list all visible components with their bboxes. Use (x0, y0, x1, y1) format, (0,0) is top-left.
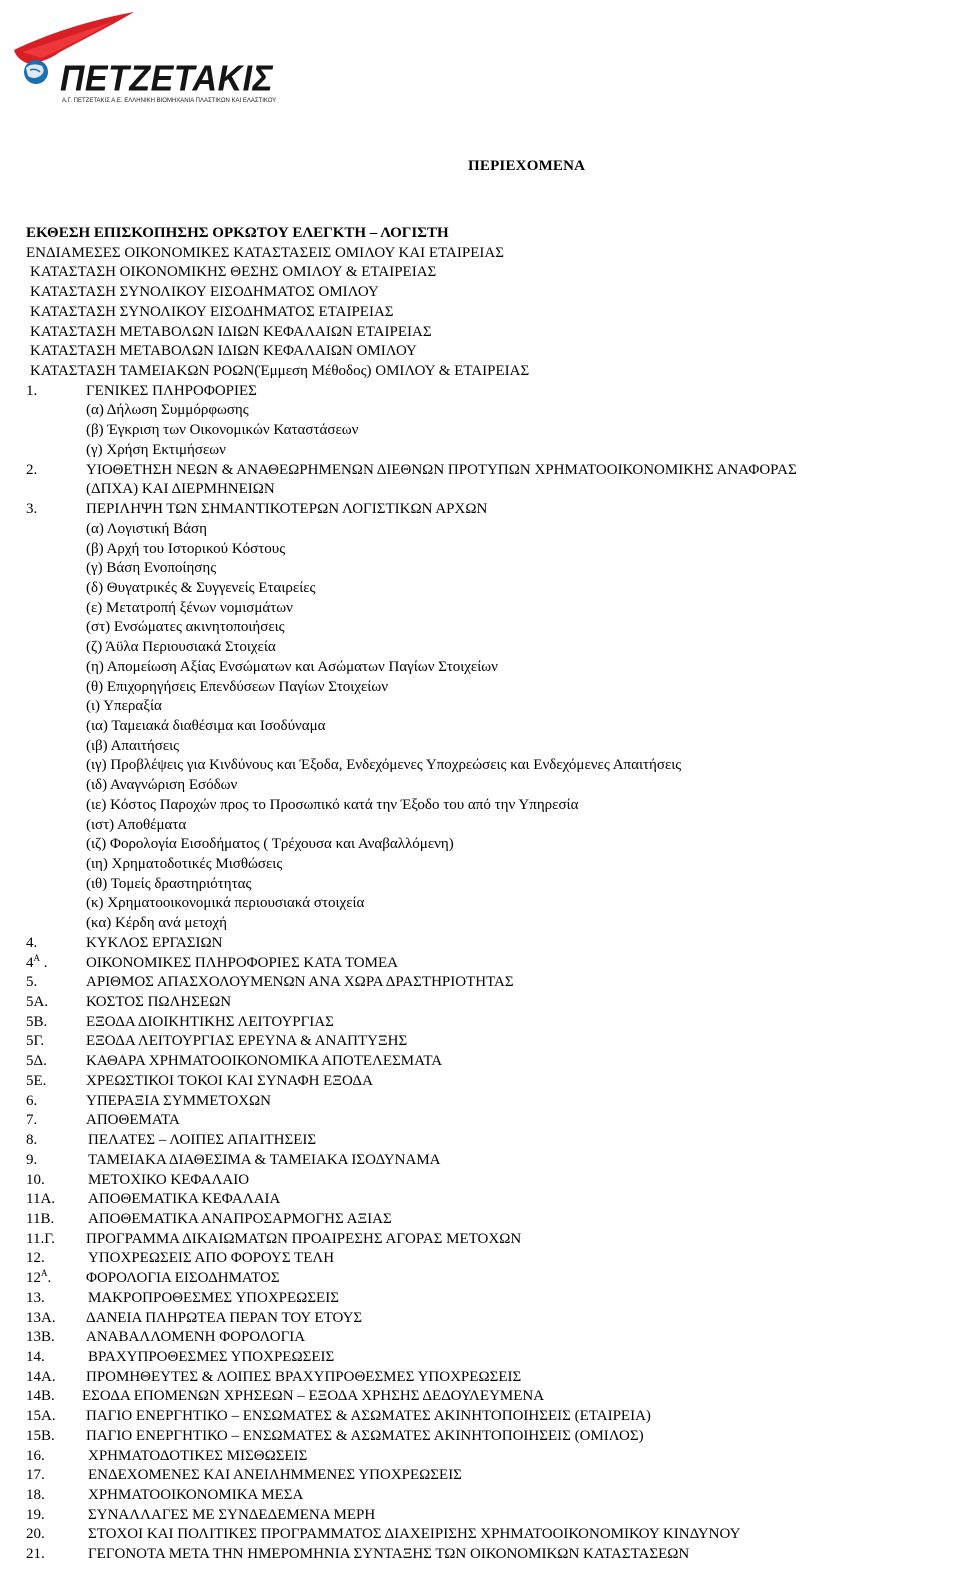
toc-entry-number: 21. (26, 1546, 45, 1563)
toc-entry-title: (ιστ) Αποθέματα (86, 816, 187, 833)
toc-entry-number: 18. (26, 1487, 45, 1503)
toc-entry (0, 1506, 960, 1526)
toc-entry-title: (ιε) Κόστος Παροχών προς το Προσωπικό κατά την Έξοδο του από την Υπηρεσία (86, 796, 579, 813)
toc-entry-title: (ιθ) Τομείς δραστηριότητας (86, 875, 252, 892)
toc-entry-number: 7. (26, 1112, 38, 1129)
toc-entry (0, 1190, 960, 1210)
toc-entry (0, 1249, 960, 1269)
toc-entry-number: 13. (26, 1289, 45, 1306)
toc-entry (0, 717, 960, 737)
toc-entry-title: ΑΡΙΘΜΟΣ ΑΠΑΣΧΟΛΟΥΜΕΝΩΝ ΑΝΑ ΧΩΡΑ ΔΡΑΣΤΗΡΙΟΤΗΤΑΣ (86, 974, 514, 991)
toc-entry-title: ΕΞΟΔΑ ΔΙΟΙΚΗΤΙΚΗΣ ΛΕΙΤΟΥΡΓΙΑΣ (86, 1013, 334, 1030)
toc-entry-number: 2. (26, 461, 38, 478)
toc-entry (0, 934, 960, 954)
toc-entry (0, 756, 960, 776)
toc-entry-title: (β) Έγκριση των Οικονομικών Καταστάσεων (86, 422, 359, 439)
toc-entry-title: (γ) Χρήση Εκτιμήσεων (86, 441, 226, 458)
toc-entry-number: 3. (26, 501, 38, 518)
toc-entry-title: (δ) Θυγατρικές & Συγγενείς Εταιρείες (86, 579, 316, 596)
toc-entry-number: 9. (26, 1151, 38, 1168)
toc-entry (0, 540, 960, 560)
toc-entry (0, 480, 960, 500)
toc-entry (0, 421, 960, 441)
toc-entry (0, 638, 960, 658)
toc-entry-title: (α) Λογιστική Βάση (86, 520, 207, 537)
toc-entry-number: 5Γ. (26, 1033, 45, 1050)
page-title: ΠΕΡΙΕΧΟΜΕΝΑ (468, 158, 586, 174)
toc-entry-number: 14. (26, 1348, 45, 1365)
toc-entry-title: (η) Απομείωση Αξίας Ενσώματων και Ασώματων Παγίων Στοιχείων (86, 658, 498, 675)
toc-entry-title: ΚΑΤΑΣΤΑΣΗ ΣΥΝΟΛΙΚΟΥ ΕΙΣΟΔΗΜΑΤΟΣ ΕΤΑΙΡΕΙΑΣ (30, 303, 394, 320)
toc-entry-title: (θ) Επιχορηγήσεις Επενδύσεων Παγίων Στοιχείων (86, 678, 388, 695)
toc-entry-title: ΣΤΟΧΟΙ ΚΑΙ ΠΟΛΙΤΙΚΕΣ ΠΡΟΓΡΑΜΜΑΤΟΣ ΔΙΑΧΕΙΡΙΣΗΣ ΧΡΗΜΑΤΟΟΙΚΟΝΟΜΙΚΟΥ ΚΙΝΔΥΝΟΥ (88, 1526, 741, 1543)
toc-entry-title: ΣΥΝΑΛΛΑΓΕΣ ΜΕ ΣΥΝΔΕΔΕΜΕΝΑ ΜΕΡΗ (88, 1506, 376, 1523)
toc-entry (0, 855, 960, 875)
toc-entry-title: (κ) Χρηματοοικονομικά περιουσιακά στοιχεία (86, 895, 365, 912)
toc-entry-title: ΚΟΣΤΟΣ ΠΩΛΗΣΕΩΝ (86, 994, 232, 1011)
toc-entry (0, 1052, 960, 1072)
toc-entry-number: 13Α. (26, 1309, 56, 1326)
logo-tagline: Α.Γ. ΠΕΤΖΕΤΑΚΙΣ Α.Ε. ΕΛΛΗΝΙΚΗ ΒΙΟΜΗΧΑΝΙΑ ΠΛΑΣΤΙΚΩΝ ΚΑΙ ΕΛΑΣΤΙΚΟΥ (62, 98, 277, 104)
toc-entry-number: 11.Γ. (26, 1230, 55, 1247)
toc-entry (0, 1525, 960, 1545)
toc-entry (0, 1210, 960, 1230)
toc-entry (0, 816, 960, 836)
toc-entry (0, 1466, 960, 1486)
toc-entry (0, 362, 960, 382)
toc-entry-title: (β) Αρχή του Ιστορικού Κόστους (86, 540, 286, 557)
company-logo (12, 10, 277, 104)
toc-entry-number: 15Β. (26, 1427, 55, 1444)
toc-entry-title: (α) Δήλωση Συμμόρφωσης (86, 402, 249, 419)
toc-entry-number: 12. (26, 1250, 45, 1267)
toc-entry (0, 579, 960, 599)
toc-entry-title: ΒΡΑΧΥΠΡΟΘΕΣΜΕΣ ΥΠΟΧΡΕΩΣΕΙΣ (88, 1348, 335, 1365)
toc-entry-number: 13Β. (26, 1329, 55, 1346)
toc-entry-number: 10. (26, 1171, 45, 1188)
toc-entry-number: 16. (26, 1447, 45, 1464)
toc-entry (0, 973, 960, 993)
toc-entry (0, 323, 960, 343)
toc-entry-title: ΜΑΚΡΟΠΡΟΘΕΣΜΕΣ ΥΠΟΧΡΕΩΣΕΙΣ (88, 1289, 339, 1306)
toc-entry-title: ΠΡΟΜΗΘΕΥΤΕΣ & ΛΟΙΠΕΣ ΒΡΑΧΥΠΡΟΘΕΣΜΕΣ ΥΠΟΧΡΕΩΣΕΙΣ (86, 1368, 522, 1385)
toc-entry-number: 20. (26, 1526, 45, 1543)
toc-entry-title: ΠΑΓΙΟ ΕΝΕΡΓΗΤΙΚΟ – ΕΝΣΩΜΑΤΕΣ & ΑΣΩΜΑΤΕΣ ΑΚΙΝΗΤΟΠΟΙΗΣΕΙΣ (ΕΤΑΙΡΕΙΑ) (86, 1408, 651, 1425)
toc-entry (0, 520, 960, 540)
toc-entry-title: ΧΡΗΜΑΤΟΟΙΚΟΝΟΜΙΚΑ ΜΕΣΑ (88, 1487, 304, 1503)
toc-entry (0, 1427, 960, 1447)
toc-entry-title: ΚΑΘΑΡΑ ΧΡΗΜΑΤΟΟΙΚΟΝΟΜΙΚΑ ΑΠΟΤΕΛΕΣΜΑΤΑ (86, 1053, 443, 1070)
toc-entry (0, 224, 960, 244)
toc-entry (0, 382, 960, 402)
toc-entry-number: 15Α. (26, 1408, 56, 1425)
toc-entry (0, 559, 960, 579)
toc-entry (0, 303, 960, 323)
toc-entry-title: ΚΑΤΑΣΤΑΣΗ ΣΥΝΟΛΙΚΟΥ ΕΙΣΟΔΗΜΑΤΟΣ ΟΜΙΛΟΥ (30, 284, 379, 301)
toc-entry-title: ΕΝΔΕΧΟΜΕΝΕΣ ΚΑΙ ΑΝΕΙΛΗΜΜΕΝΕΣ ΥΠΟΧΡΕΩΣΕΙΣ (88, 1467, 462, 1484)
toc-entry (0, 1013, 960, 1033)
toc-entry (0, 1486, 960, 1506)
toc-entry-number: 11Α. (26, 1191, 56, 1208)
toc-entry (0, 263, 960, 283)
toc-entry-title: ΚΑΤΑΣΤΑΣΗ ΟΙΚΟΝΟΜΙΚΗΣ ΘΕΣΗΣ ΟΜΙΛΟΥ & ΕΤΑΙΡΕΙΑΣ (30, 264, 437, 281)
toc-entry (0, 776, 960, 796)
toc-entry-number: $12^A$. (26, 1268, 52, 1287)
toc-entry-title: ΜΕΤΟΧΙΚΟ ΚΕΦΑΛΑΙΟ (88, 1171, 250, 1188)
toc-entry-title: (ιδ) Αναγνώριση Εσόδων (86, 777, 238, 794)
toc-entry-title: ΠΕΛΑΤΕΣ – ΛΟΙΠΕΣ ΑΠΑΙΤΗΣΕΙΣ (88, 1132, 317, 1149)
toc-entry (0, 599, 960, 619)
toc-entry (0, 1289, 960, 1309)
toc-entry (0, 875, 960, 895)
toc-entry (0, 1111, 960, 1131)
toc-entry-title: (στ) Ενσώματες ακινητοποιήσεις (86, 619, 285, 636)
toc-entry-title: ΧΡΕΩΣΤΙΚΟΙ ΤΟΚΟΙ ΚΑΙ ΣΥΝΑΦΗ ΕΞΟΔΑ (86, 1072, 373, 1089)
toc-entry-title: ΚΥΚΛΟΣ ΕΡΓΑΣΙΩΝ (86, 934, 223, 951)
toc-entry-title: ΤΑΜΕΙΑΚΑ ΔΙΑΘΕΣΙΜΑ & ΤΑΜΕΙΑΚΑ ΙΣΟΔΥΝΑΜΑ (88, 1151, 441, 1168)
toc-entry-number: 5Ε. (26, 1072, 47, 1089)
toc-entry-title: ΕΣΟΔΑ ΕΠΟΜΕΝΩΝ ΧΡΗΣΕΩΝ – ΕΞΟΔΑ ΧΡΗΣΗΣ ΔΕΔΟΥΛΕΥΜΕΝΑ (82, 1388, 545, 1405)
toc-entry-title: ΧΡΗΜΑΤΟΔΟΤΙΚΕΣ ΜΙΣΘΩΣΕΙΣ (88, 1447, 308, 1464)
logo-brand-text: ΠΕΤΖΕΤΑΚΙΣ (60, 59, 274, 99)
toc-entry-title: (ΔΠΧΑ) ΚΑΙ ΔΙΕΡΜΗΝΕΙΩΝ (86, 481, 275, 498)
toc-entry (0, 1309, 960, 1329)
toc-entry-number: 8. (26, 1132, 38, 1149)
toc-entry-title: ΑΠΟΘΕΜΑΤΑ (86, 1112, 180, 1129)
toc-entry (0, 796, 960, 816)
toc-entry (0, 1171, 960, 1191)
toc-entry (0, 658, 960, 678)
toc-entry-title: ΚΑΤΑΣΤΑΣΗ ΜΕΤΑΒΟΛΩΝ ΙΔΙΩΝ ΚΕΦΑΛΑΙΩΝ ΕΤΑΙΡΕΙΑΣ (30, 323, 432, 340)
toc-entry-number: 5Β. (26, 1013, 48, 1030)
toc-entry-title: ΑΝΑΒΑΛΛΟΜΕΝΗ ΦΟΡΟΛΟΓΙΑ (86, 1329, 306, 1346)
toc-entry-number: 5. (26, 974, 38, 991)
table-of-contents (0, 224, 960, 1565)
toc-entry-number: 4. (26, 934, 38, 951)
toc-entry-number: 6. (26, 1092, 38, 1109)
toc-entry-title: (ιβ) Απαιτήσεις (86, 737, 180, 754)
toc-entry-number: 19. (26, 1506, 45, 1523)
toc-entry (0, 914, 960, 934)
toc-entry (0, 618, 960, 638)
toc-entry-title: (ιη) Χρηματοδοτικές Μισθώσεις (86, 856, 283, 872)
toc-entry (0, 697, 960, 717)
toc-entry-title: ΥΠΟΧΡΕΩΣΕΙΣ ΑΠΟ ΦΟΡΟΥΣ ΤΕΛΗ (88, 1250, 335, 1267)
toc-entry-title: ΓΕΝΙΚΕΣ ΠΛΗΡΟΦΟΡΙΕΣ (86, 382, 257, 399)
toc-entry-title: ΕΝΔΙΑΜΕΣΕΣ ΟΙΚΟΝΟΜΙΚΕΣ ΚΑΤΑΣΤΑΣΕΙΣ ΟΜΙΛΟΥ ΚΑΙ ΕΤΑΙΡΕΙΑΣ (26, 244, 504, 261)
toc-entry (0, 1269, 960, 1289)
toc-entry-title: ΓΕΓΟΝΟΤΑ ΜΕΤΑ ΤΗΝ ΗΜΕΡΟΜΗΝΙΑ ΣΥΝΤΑΞΗΣ ΤΩΝ ΟΙΚΟΝΟΜΙΚΩΝ ΚΑΤΑΣΤΑΣΕΩΝ (88, 1546, 690, 1563)
toc-entry-title: ΔΑΝΕΙΑ ΠΛΗΡΩΤΕΑ ΠΕΡΑΝ ΤΟΥ ΕΤΟΥΣ (86, 1309, 363, 1326)
toc-entry-title: ΠΕΡΙΛΗΨΗ ΤΩΝ ΣΗΜΑΝΤΙΚΟΤΕΡΩΝ ΛΟΓΙΣΤΙΚΩΝ ΑΡΧΩΝ (86, 501, 488, 518)
toc-entry (0, 244, 960, 264)
toc-entry (0, 1092, 960, 1112)
toc-entry-number: 17. (26, 1467, 45, 1484)
toc-entry-title: ΥΠΕΡΑΞΙΑ ΣΥΜΜΕΤΟΧΩΝ (86, 1092, 271, 1109)
toc-entry-title: (κα) Κέρδη ανά μετοχή (86, 915, 227, 932)
toc-entry-title: ΕΚΘΕΣΗ ΕΠΙΣΚΟΠΗΣΗΣ ΟΡΚΩΤΟΥ ΕΛΕΓΚΤΗ – ΛΟΓΙΣΤΗ (26, 225, 449, 241)
toc-entry (0, 1131, 960, 1151)
toc-entry-title: (ια) Ταμειακά διαθέσιμα και Ισοδύναμα (86, 717, 326, 734)
toc-entry-title: ΚΑΤΑΣΤΑΣΗ ΤΑΜΕΙΑΚΩΝ ΡΟΩΝ(Έμμεση Μέθοδος) ΟΜΙΛΟΥ & ΕΤΑΙΡΕΙΑΣ (30, 363, 530, 380)
toc-entry (0, 993, 960, 1013)
toc-entry-title: (ζ) Άϋλα Περιουσιακά Στοιχεία (86, 639, 276, 656)
toc-entry-title: ΥΙΟΘΕΤΗΣΗ ΝΕΩΝ & ΑΝΑΘΕΩΡΗΜΕΝΩΝ ΔΙΕΘΝΩΝ ΠΡΟΤΥΠΩΝ ΧΡΗΜΑΤΟΟΙΚΟΝΟΜΙΚΗΣ ΑΝΑΦΟΡΑΣ (86, 461, 797, 478)
toc-entry (0, 461, 960, 481)
toc-entry (0, 1447, 960, 1467)
toc-entry-title: ΚΑΤΑΣΤΑΣΗ ΜΕΤΑΒΟΛΩΝ ΙΔΙΩΝ ΚΕΦΑΛΑΙΩΝ ΟΜΙΛΟΥ (30, 343, 417, 360)
toc-entry (0, 441, 960, 461)
toc-entry (0, 1072, 960, 1092)
toc-entry-number: $4^A$ . (26, 952, 48, 971)
toc-entry-title: (γ) Βάση Ενοποίησης (86, 560, 217, 577)
toc-entry (0, 954, 960, 974)
toc-entry-number: 1. (26, 382, 38, 399)
toc-entry-title: ΑΠΟΘΕΜΑΤΙΚΑ ΚΕΦΑΛΑΙΑ (88, 1191, 281, 1208)
toc-entry (0, 1368, 960, 1388)
toc-entry-title: ΟΙΚΟΝΟΜΙΚΕΣ ΠΛΗΡΟΦΟΡΙΕΣ ΚΑΤΑ ΤΟΜΕΑ (86, 954, 398, 971)
toc-entry (0, 401, 960, 421)
toc-entry-title: ΠΑΓΙΟ ΕΝΕΡΓΗΤΙΚΟ – ΕΝΣΩΜΑΤΕΣ & ΑΣΩΜΑΤΕΣ ΑΚΙΝΗΤΟΠΟΙΗΣΕΙΣ (ΟΜΙΛΟΣ) (86, 1427, 644, 1444)
toc-entry (0, 342, 960, 362)
toc-entry-number: 5Α. (26, 994, 49, 1011)
toc-entry (0, 1151, 960, 1171)
toc-entry (0, 1032, 960, 1052)
toc-entry-title: ΕΞΟΔΑ ΛΕΙΤΟΥΡΓΙΑΣ ΕΡΕΥΝΑ & ΑΝΑΠΤΥΞΗΣ (86, 1033, 408, 1050)
toc-entry (0, 500, 960, 520)
toc-entry-title: ΑΠΟΘΕΜΑΤΙΚΑ ΑΝΑΠΡΟΣΑΡΜΟΓΗΣ ΑΞΙΑΣ (88, 1210, 392, 1227)
toc-entry-title: (ι) Υπεραξία (86, 698, 162, 715)
toc-entry (0, 894, 960, 914)
toc-entry-number: 11Β. (26, 1210, 55, 1227)
toc-entry (0, 1328, 960, 1348)
toc-entry (0, 835, 960, 855)
toc-entry (0, 737, 960, 757)
toc-entry (0, 1348, 960, 1368)
toc-entry-number: 5Δ. (26, 1053, 47, 1070)
toc-entry-title: ΠΡΟΓΡΑΜΜΑ ΔΙΚΑΙΩΜΑΤΩΝ ΠΡΟΑΙΡΕΣΗΣ ΑΓΟΡΑΣ ΜΕΤΟΧΩΝ (86, 1230, 522, 1247)
toc-entry-title: (ε) Μετατροπή ξένων νομισμάτων (86, 599, 293, 616)
toc-entry-number: 14Β. (26, 1388, 55, 1405)
toc-entry-title: (ιγ) Προβλέψεις για Κινδύνους και Έξοδα, Ενδεχόμενες Υποχρεώσεις και Ενδεχόμενες Απαιτήσεις (86, 757, 682, 774)
toc-entry (0, 1387, 960, 1407)
toc-entry-number: 14Α. (26, 1368, 56, 1385)
toc-entry (0, 1407, 960, 1427)
toc-entry (0, 283, 960, 303)
toc-entry-title: (ιζ) Φορολογία Εισοδήματος ( Τρέχουσα και Αναβαλλόμενη) (86, 836, 454, 853)
toc-entry (0, 1230, 960, 1250)
toc-entry (0, 678, 960, 698)
toc-entry-title: ΦΟΡΟΛΟΓΙΑ ΕΙΣΟΔΗΜΑΤΟΣ (86, 1270, 280, 1287)
toc-entry (0, 1545, 960, 1565)
